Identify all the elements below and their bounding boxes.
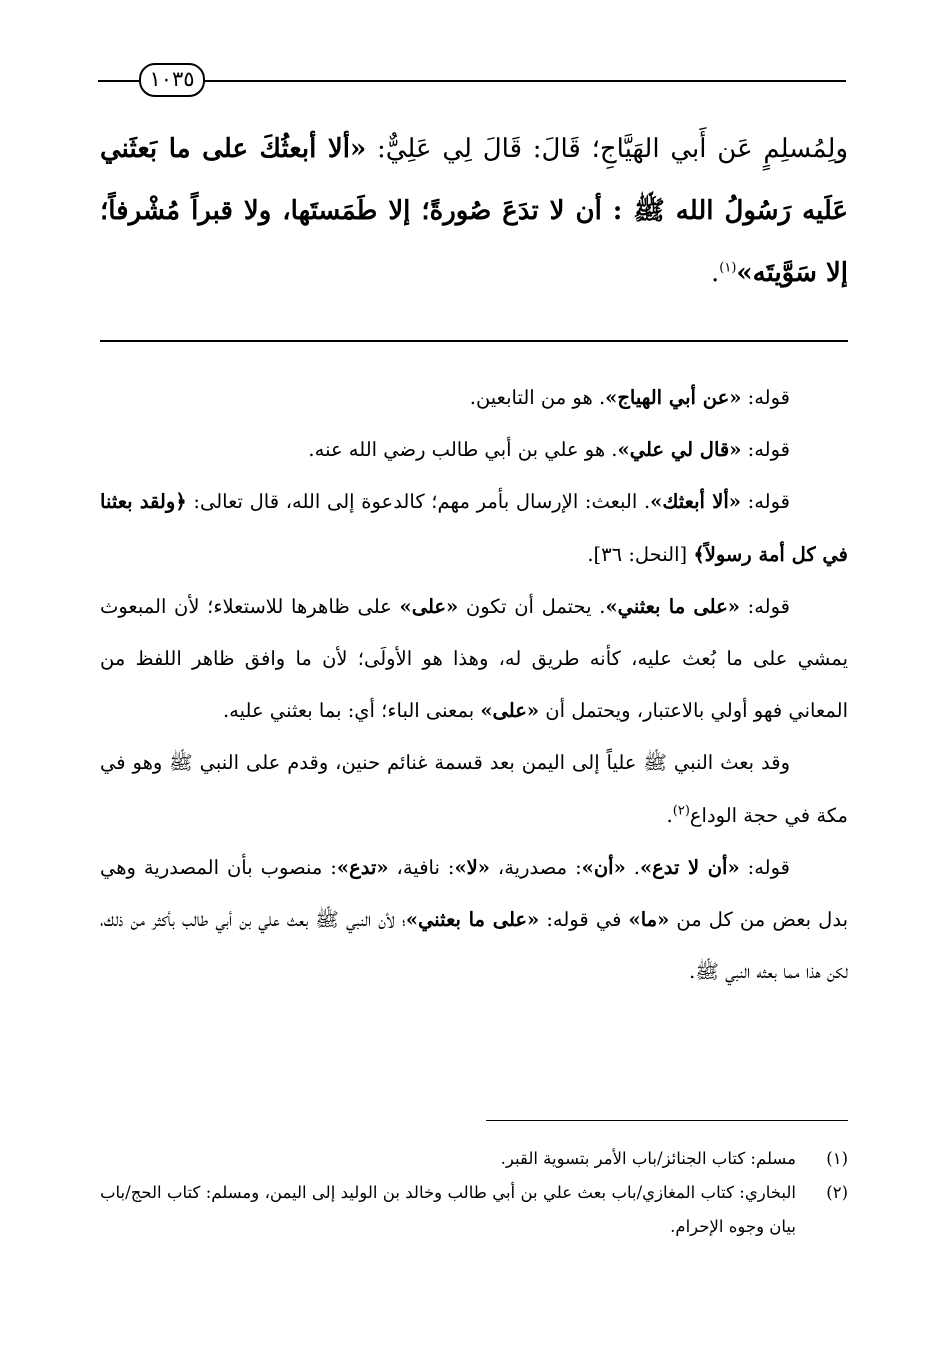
commentary (100, 372, 848, 998)
quoted-phrase: «على» (480, 699, 540, 723)
quoted-phrase: «عن أبي الهياج» (605, 386, 742, 409)
hadith-text (100, 118, 848, 304)
header-rule (98, 80, 846, 82)
commentary-paragraph-4 (100, 581, 848, 738)
commentary-paragraph-6 (100, 842, 848, 999)
commentary-paragraph-3 (100, 476, 848, 580)
commentary-paragraph-5 (100, 737, 848, 841)
footnote-number: (١) (826, 1149, 848, 1168)
explanation-text: : مصدرية، (489, 855, 582, 879)
footnotes (100, 1142, 848, 1244)
lead-text: قوله: (739, 855, 790, 879)
explanation-text: بمعنى الباء؛ أي: بما بعثني عليه. (222, 699, 481, 723)
footnote-text: البخاري: كتاب المغازي/باب بعث علي بن أبي طالب وخالد بن الوليد إلى اليمن، ومسلم: كتاب الحج/باب بيان وجوه الإحرام. (100, 1183, 796, 1236)
quoted-phrase: «ألا أبعثك» (650, 490, 741, 514)
explanation-text: وقد بعث النبي ﷺ علياً إلى اليمن بعد قسمة غنائم حنين، وقدم على النبي ﷺ وهو في مكة في حجة الوداع (100, 751, 848, 827)
explanation-text: : منصوب بأن المصدرية وهي بدل بعض من كل من (100, 855, 848, 932)
explanation-text: . (625, 855, 640, 879)
quoted-phrase: «على ما بعثني» (405, 908, 540, 932)
commentary-paragraph-1 (100, 372, 848, 424)
footnote-ref: (٢) (672, 803, 690, 819)
footnote-1 (100, 1142, 848, 1176)
explanation-text: . يحتمل أن تكون (458, 594, 606, 618)
lead-text: قوله: (740, 490, 790, 514)
verse-citation: [النحل: ٣٦]. (587, 542, 694, 566)
quoted-phrase: «أن لا تدع» (639, 855, 740, 879)
quoted-phrase: «على» (399, 594, 459, 618)
commentary-paragraph-2 (100, 424, 848, 476)
hadith-end: . (711, 258, 720, 288)
hadith-intro: ولِمُسلِمٍ عَن أَبي الهَيَّاجِ؛ قَالَ: قَالَ لِي عَلِيٌّ: (366, 134, 848, 164)
hadith-paragraph (100, 118, 848, 304)
page-number: ١٠٣٥ (139, 63, 205, 97)
quoted-phrase: «لا» (454, 855, 490, 879)
hadith-quote: «ألا أبعثُكَ على ما بَعثَني عَلَيه رَسُولُ الله ﷺ : أن لا تدَعَ صُورةً؛ إلا طَمَستَها، ولا قبراً مُشْرفاً؛ إلا سَوَّيتَه» (100, 134, 848, 288)
lead-text: قوله: (741, 438, 790, 462)
explanation-text: : نافية، (388, 855, 455, 879)
hadith-footnote-ref: (١) (719, 260, 737, 276)
explanation-text: . هو من التابعين. (469, 386, 606, 409)
explanation-text: ؛ لأن النبي ﷺ بعث علي بن أبي طالب بأكثر من ذلك، لكن هذا مما بعثه النبي ﷺ. (100, 908, 848, 984)
footnote-text: مسلم: كتاب الجنائز/باب الأمر بتسوية القبر. (500, 1149, 796, 1168)
quoted-phrase: «أن» (581, 855, 626, 879)
lead-text: قوله: (739, 594, 790, 618)
quoted-phrase: «قال لي علي» (617, 438, 742, 462)
quran-verse: ﴿ولقد بعثنا في كل أمة رسولاً﴾ (100, 490, 848, 566)
explanation-text: في قوله: (539, 908, 629, 932)
explanation-text: . (666, 803, 673, 827)
quoted-phrase: «تدع» (336, 855, 389, 879)
quoted-phrase: «على ما بعثني» (605, 594, 740, 618)
section-divider (100, 340, 848, 342)
footnote-2 (100, 1176, 848, 1244)
explanation-text: على ظاهرها للاستعلاء؛ لأن المبعوث يمشي على ما بُعث عليه، كأنه طريق له، وهذا هو الأولَى؛ لأن ما وافق ظاهر اللفظ من المعاني فهو أولي بالاعتبار، ويحتمل أن (100, 594, 848, 723)
explanation-text: . البعث: الإرسال بأمر مهم؛ كالدعوة إلى الله، قال تعالى: (186, 490, 651, 514)
footnote-number: (٢) (826, 1183, 848, 1202)
explanation-text: . هو علي بن أبي طالب رضي الله عنه. (308, 438, 618, 462)
quoted-phrase: «ما» (628, 908, 670, 932)
footnote-rule (486, 1120, 848, 1121)
lead-text: قوله: (741, 386, 790, 409)
